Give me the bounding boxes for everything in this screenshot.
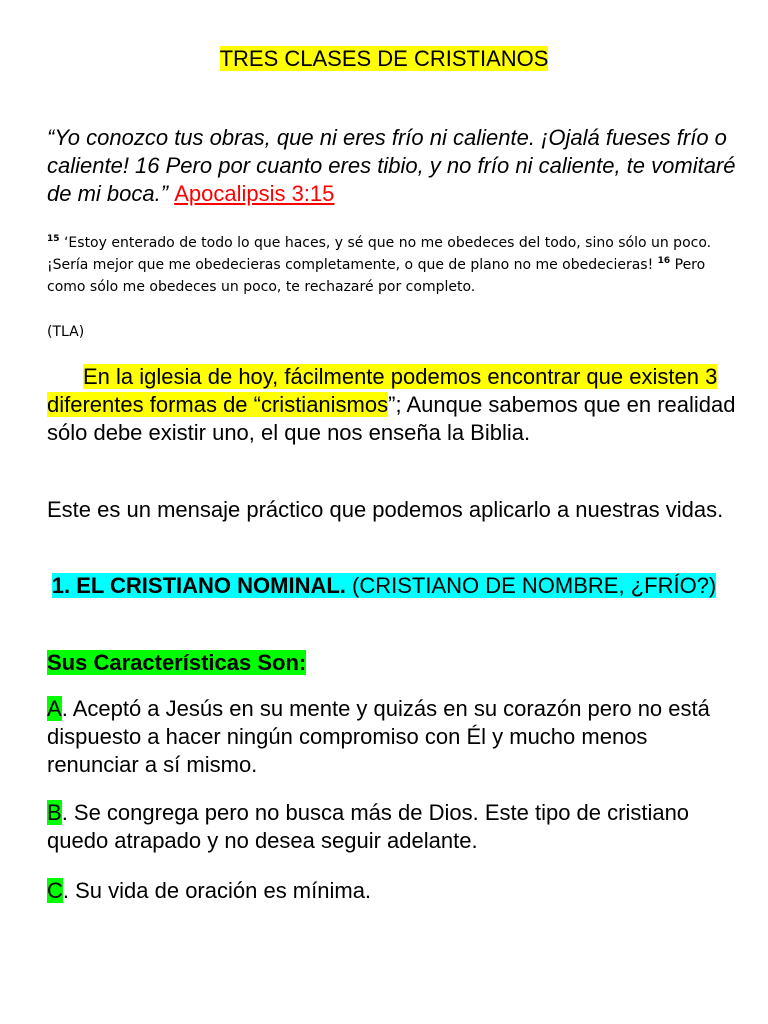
list-item <box>47 695 737 779</box>
quote-reference-link[interactable]: Apocalipsis 3:15 <box>174 181 335 206</box>
intro-rest: ”; Aunque sabemos que en realidad sólo debe existir uno, el que nos enseña la Biblia. <box>47 392 736 445</box>
list-item <box>47 799 737 855</box>
characteristics-heading <box>47 649 306 677</box>
quote-open-mark: “ <box>47 125 55 150</box>
item-letter: A <box>47 696 62 721</box>
item-text: . Su vida de oración es mínima. <box>62 878 372 903</box>
section-heading-rest: (CRISTIANO DE NOMBRE, ¿FRÍO?) <box>345 573 717 598</box>
document-title <box>0 44 768 74</box>
list-item <box>47 877 737 905</box>
item-text: . Aceptó a Jesús en su mente y quizás en su corazón pero no está dispuesto a hacer ningún compromiso con Él y mucho menos renunciar a sí mismo. <box>47 696 710 777</box>
verse-15-text: ‘Estoy enterado de todo lo que haces, y sé que no me obedeces del todo, sino sólo un poco. ¡Sería mejor que me obedecieras completamente, o que de plano no me obedecieras! <box>47 235 712 273</box>
characteristics-highlight: Sus Características Son: <box>47 650 307 675</box>
bible-quote <box>47 124 737 208</box>
intro-highlight: En la iglesia de hoy, fácilmente podemos encontrar que existen 3 diferentes formas de “cristianismos <box>47 364 718 417</box>
verse-number-16: 16 <box>657 256 671 266</box>
practical-message-paragraph: Este es un mensaje práctico que podemos aplicarlo a nuestras vidas. <box>47 497 724 522</box>
verse-number-15: 15 <box>47 234 60 244</box>
quote-text: Yo conozco tus obras, que ni eres frío ni caliente. ¡Ojalá fueses frío o caliente! 16 Pero por cuanto eres tibio, y no frío ni caliente, te vomitaré de mi boca <box>47 125 736 206</box>
intro-paragraph <box>47 363 737 447</box>
item-text: . Se congrega pero no busca más de Dios. Este tipo de cristiano quedo atrapado y no desea seguir adelante. <box>47 800 690 853</box>
tla-label: (TLA) <box>47 324 85 340</box>
item-letter: C <box>47 878 63 903</box>
title-highlight: TRES CLASES DE CRISTIANOS <box>219 46 549 71</box>
section-heading-nominal <box>40 572 728 600</box>
verse-16-text: Pero como sólo me obedeces un poco, te rechazaré por completo. <box>47 257 706 295</box>
section-heading-bold: 1. EL CRISTIANO NOMINAL. <box>51 573 346 598</box>
item-letter: B <box>47 800 62 825</box>
section-heading-highlight <box>52 573 717 598</box>
tla-translation-text <box>47 232 737 298</box>
quote-close-mark: .” <box>154 181 175 206</box>
